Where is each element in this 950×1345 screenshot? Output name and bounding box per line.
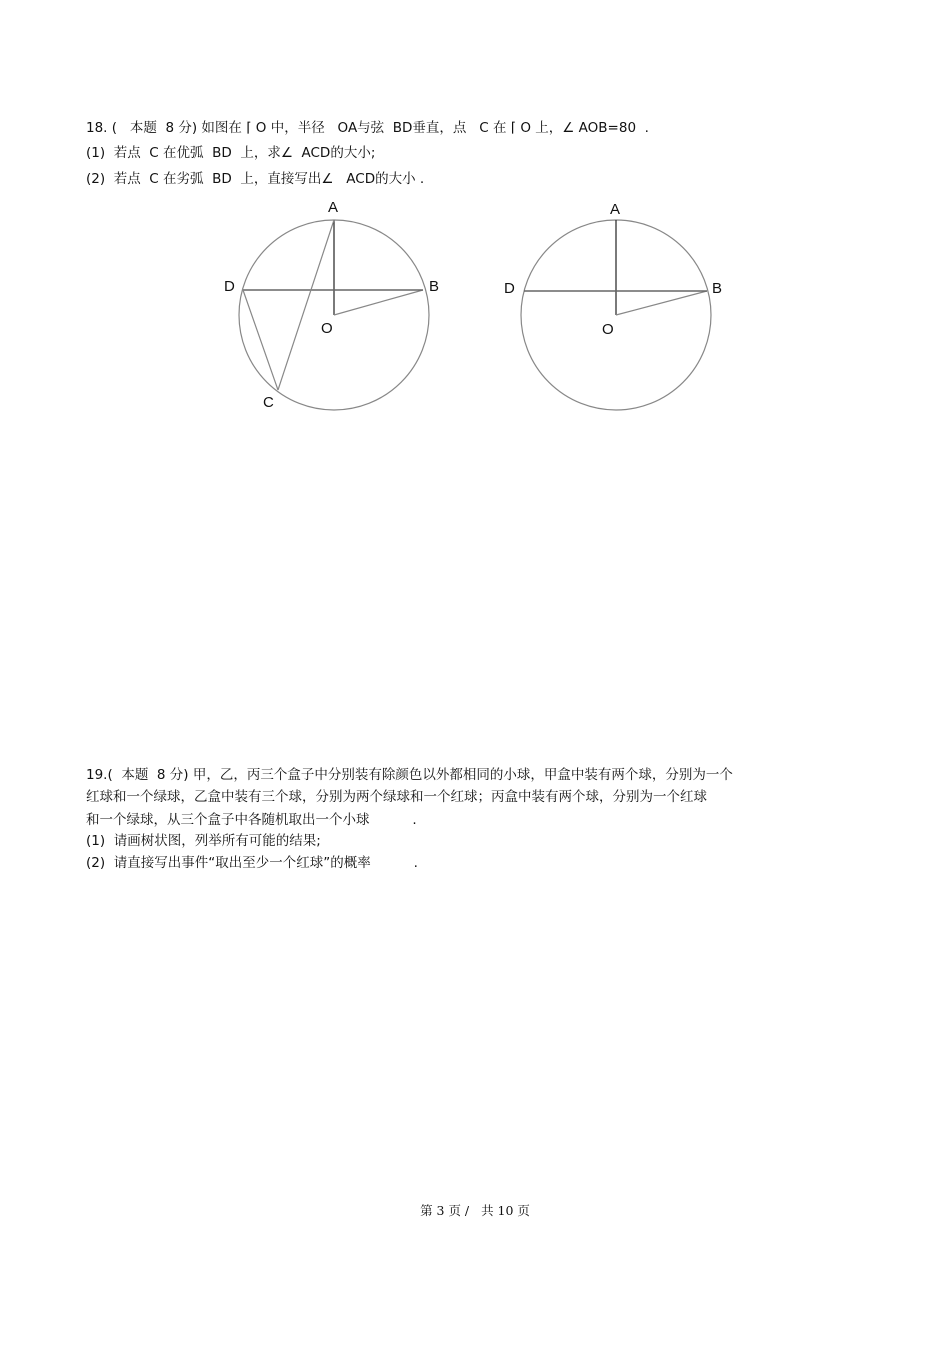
- chord-AC: [278, 220, 334, 390]
- circle-figure-2: [495, 190, 735, 420]
- label-O: O: [321, 320, 333, 337]
- label-B: B: [712, 280, 723, 297]
- q18-part2: (2) 若点 C 在劣弧 BD 上，直接写出∠ ACD的大小 .: [86, 171, 425, 187]
- label-B: B: [429, 278, 440, 295]
- label-A: A: [610, 201, 621, 218]
- q19-stem-line1: 19.( 本题 8 分) 甲，乙，丙三个盒子中分别装有除颜色以外都相同的小球，甲盒中装有两个球，分别为一个: [86, 767, 733, 783]
- q19-part2: (2) 请直接写出事件“取出至少一个红球”的概率 .: [86, 855, 418, 871]
- q18-stem: 18. ( 本题 8 分) 如图在 ⌈ O 中，半径 OA与弦 BD垂直，点 C 在 ⌈ O 上，∠ AOB=80 .: [86, 120, 649, 136]
- page-number-footer: 第 3 页 / 共 10 页: [420, 1203, 530, 1218]
- label-O: O: [602, 321, 614, 338]
- radius-OB: [334, 290, 423, 315]
- label-D: D: [224, 278, 235, 295]
- label-A: A: [328, 199, 339, 216]
- circle-figure-1: [210, 190, 450, 420]
- q19-part1: (1) 请画树状图，列举所有可能的结果;: [86, 833, 321, 849]
- radius-OB: [616, 291, 707, 315]
- q18-part1: (1) 若点 C 在优弧 BD 上，求∠ ACD的大小;: [86, 145, 376, 161]
- label-C: C: [263, 394, 274, 411]
- label-D: D: [504, 280, 515, 297]
- q19-stem-line2: 红球和一个绿球，乙盒中装有三个球，分别为两个绿球和一个红球；丙盒中装有两个球，分别为一个红球: [86, 789, 707, 805]
- q19-stem-line3: 和一个绿球，从三个盒子中各随机取出一个小球 .: [86, 812, 417, 828]
